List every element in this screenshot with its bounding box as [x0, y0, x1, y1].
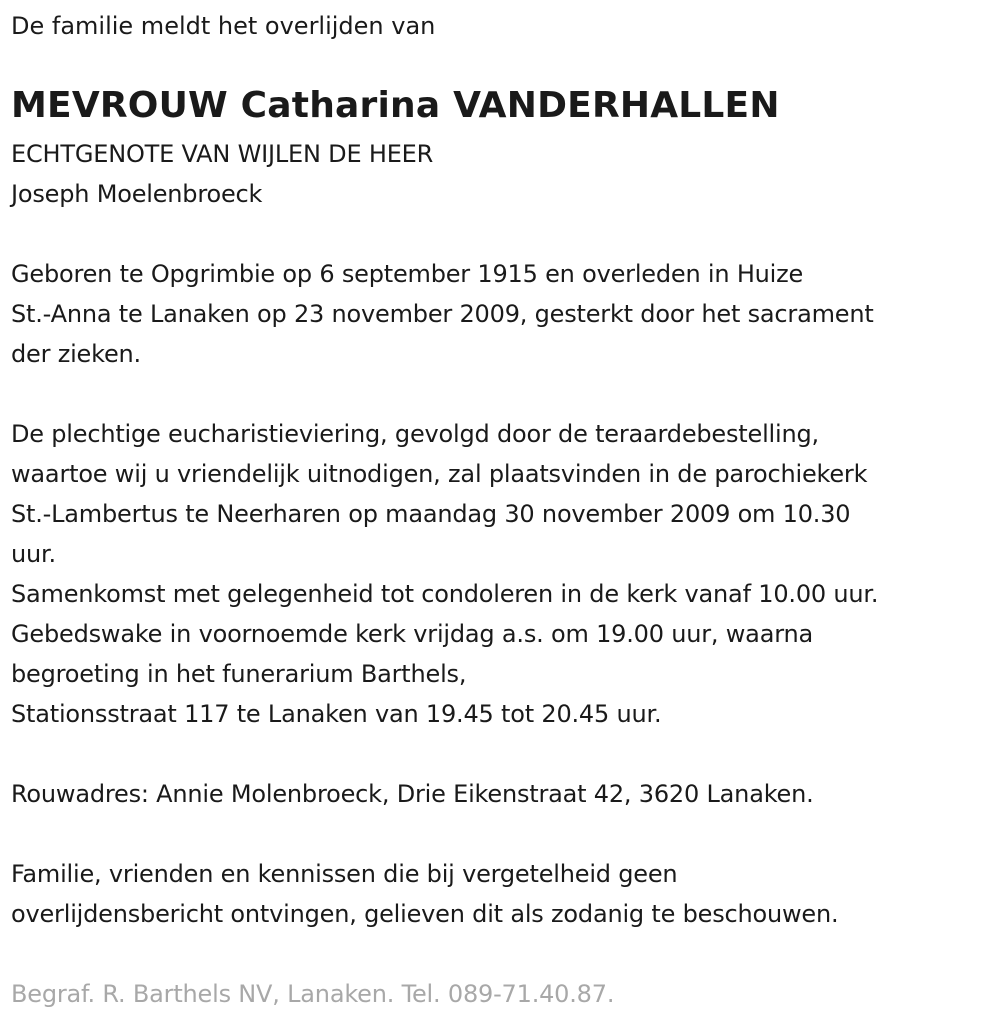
paragraph-line: Stationsstraat 117 te Lanaken van 19.45 tot 20.45 uur.	[11, 700, 662, 728]
funeral-home-footer	[11, 974, 614, 1014]
intro-text: De familie meldt het overlijden van	[11, 12, 436, 40]
paragraph-line: overlijdensbericht ontvingen, gelieven dit als zodanig te beschouwen.	[11, 900, 839, 928]
paragraph-line: begroeting in het funerarium Barthels,	[11, 660, 467, 688]
birth-death-paragraph	[11, 254, 874, 374]
notice-paragraph	[11, 854, 838, 934]
paragraph-line: der zieken.	[11, 340, 141, 368]
paragraph-line: Gebedswake in voornoemde kerk vrijdag a.s. om 19.00 uur, waarna	[11, 620, 813, 648]
spouse-section	[11, 134, 433, 214]
paragraph-line: uur.	[11, 540, 56, 568]
spouse-name: Joseph Moelenbroeck	[11, 180, 263, 208]
deceased-name: MEVROUW Catharina VANDERHALLEN	[11, 85, 780, 126]
paragraph-line: De plechtige eucharistieviering, gevolgd door de teraardebestelling,	[11, 420, 819, 448]
spouse-title: ECHTGENOTE VAN WIJLEN DE HEER	[11, 140, 434, 168]
paragraph-line: St.-Lambertus te Neerharen op maandag 30 november 2009 om 10.30	[11, 500, 851, 528]
footer-text: Begraf. R. Barthels NV, Lanaken. Tel. 089-71.40.87.	[11, 980, 615, 1008]
paragraph-line: St.-Anna te Lanaken op 23 november 2009, gesterkt door het sacrament	[11, 300, 874, 328]
paragraph-line: Samenkomst met gelegenheid tot condoleren in de kerk vanaf 10.00 uur.	[11, 580, 879, 608]
mourning-address: Rouwadres: Annie Molenbroeck, Drie Eikenstraat 42, 3620 Lanaken.	[11, 780, 814, 808]
ceremony-paragraph	[11, 414, 878, 734]
paragraph-line: waartoe wij u vriendelijk uitnodigen, zal plaatsvinden in de parochiekerk	[11, 460, 868, 488]
paragraph-line: Geboren te Opgrimbie op 6 september 1915 en overleden in Huize	[11, 260, 804, 288]
paragraph-line: Familie, vrienden en kennissen die bij vergetelheid geen	[11, 860, 678, 888]
mourning-address-section	[11, 774, 814, 814]
